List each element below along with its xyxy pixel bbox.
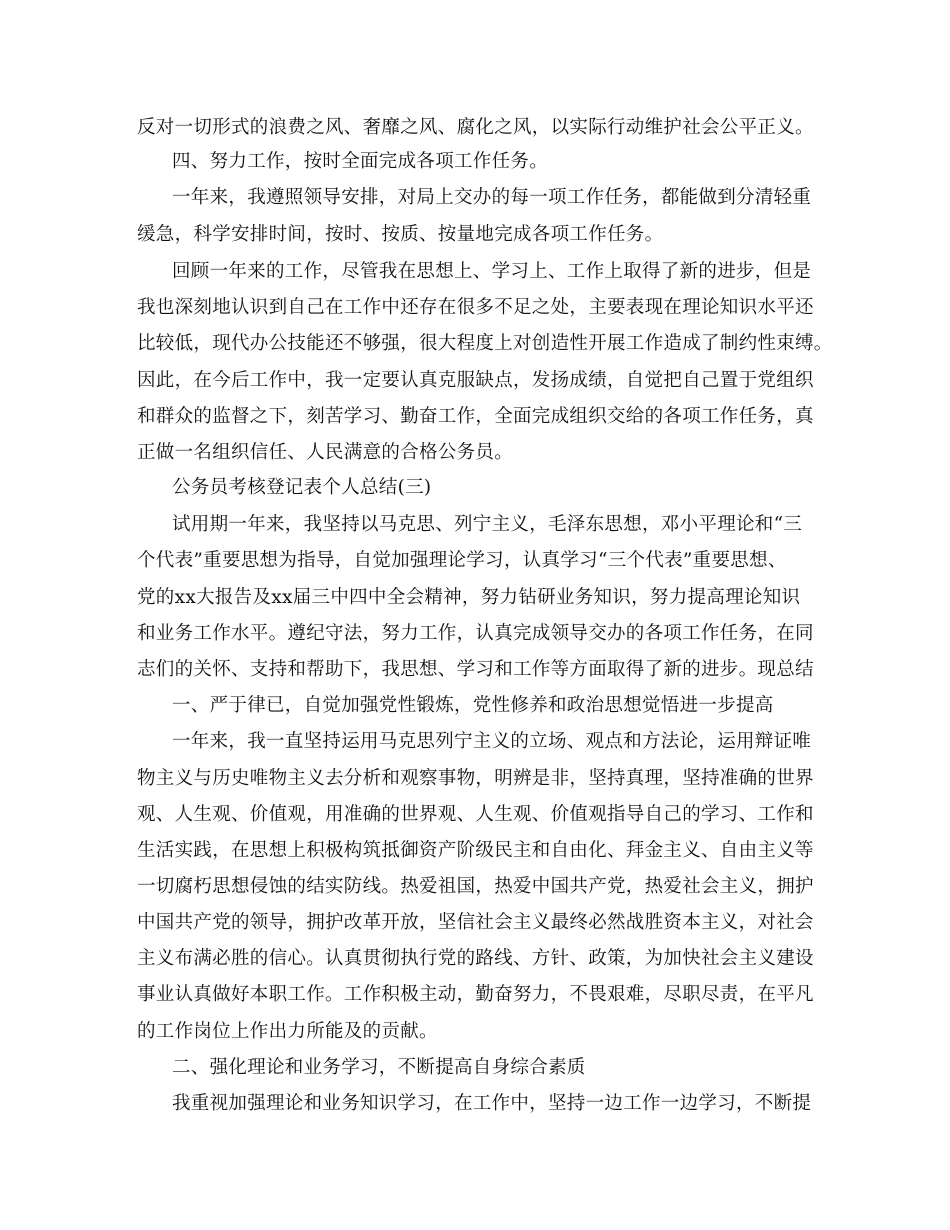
- section-heading: 四、努力工作，按时全面完成各项工作任务。: [172, 151, 549, 172]
- text-line: 一年来，我遵照领导安排，对局上交办的每一项工作任务，都能做到分清轻重: [172, 187, 812, 208]
- section-heading: 二、强化理论和业务学习，不断提高自身综合素质: [172, 1057, 586, 1078]
- text-line: 我重视加强理论和业务知识学习，在工作中，坚持一边工作一边学习，不断提: [172, 1093, 812, 1114]
- text-line: 一年来，我一直坚持运用马克思列宁主义的立场、观点和方法论，运用辩证唯: [172, 731, 812, 752]
- text-line: 志们的关怀、支持和帮助下，我思想、学习和工作等方面取得了新的进步。现总结: [137, 659, 814, 680]
- document-subtitle: 公务员考核登记表个人总结(三): [172, 477, 432, 498]
- text-line: 我也深刻地认识到自己在工作中还存在很多不足之处，主要表现在理论知识水平还: [137, 297, 814, 318]
- section-heading: 一、严于律已，自觉加强党性锻炼，党性修养和政治思想觉悟进一步提高: [172, 695, 774, 716]
- text-line: 回顾一年来的工作，尽管我在思想上、学习上、工作上取得了新的进步，但是: [172, 261, 812, 282]
- text-line: 生活实践，在思想上积极构筑抵御资产阶级民主和自由化、拜金主义、自由主义等: [137, 840, 814, 861]
- text-line: 中国共产党的领导，拥护改革开放，坚信社会主义最终必然战胜资本主义，对社会: [137, 912, 814, 933]
- text-line: 事业认真做好本职工作。工作积极主动，勤奋努力，不畏艰难，尽职尽责，在平凡: [137, 984, 814, 1005]
- text-line: 个代表”重要思想为指导，自觉加强理论学习，认真学习“三个代表”重要思想、: [137, 550, 787, 571]
- text-line: 反对一切形式的浪费之风、奢靡之风、腐化之风，以实际行动维护社会公平正义。: [137, 117, 814, 138]
- text-line: 缓急，科学安排时间，按时、按质、按量地完成各项工作任务。: [137, 224, 664, 245]
- text-line: 的工作岗位上作出力所能及的贡献。: [137, 1021, 438, 1042]
- text-line: 党的xx大报告及xx届三中四中全会精神，努力钻研业务知识，努力提高理论知识: [137, 587, 801, 608]
- text-line: 一切腐朽思想侵蚀的结实防线。热爱祖国，热爱中国共产党，热爱社会主义，拥护: [137, 876, 814, 897]
- text-line: 主义布满必胜的信心。认真贯彻执行党的路线、方针、政策，为加快社会主义建设: [137, 948, 814, 969]
- text-line: 和业务工作水平。遵纪守法，努力工作，认真完成领导交办的各项工作任务，在同: [137, 623, 814, 644]
- text-line: 观、人生观、价值观，用准确的世界观、人生观、价值观指导自己的学习、工作和: [137, 804, 814, 825]
- text-line: 物主义与历史唯物主义去分析和观察事物，明辨是非，坚持真理，坚持准确的世界: [137, 768, 814, 789]
- text-line: 比较低，现代办公技能还不够强，很大程度上对创造性开展工作造成了制约性束缚。: [137, 333, 833, 354]
- text-line: 和群众的监督之下，刻苦学习、勤奋工作，全面完成组织交给的各项工作任务，真: [137, 406, 814, 427]
- text-line: 因此，在今后工作中，我一定要认真克服缺点，发扬成绩，自觉把自己置于党组织: [137, 370, 814, 391]
- text-line: 试用期一年来，我坚持以马克思、列宁主义，毛泽东思想，邓小平理论和“三: [172, 514, 803, 535]
- text-line: 正做一名组织信任、人民满意的合格公务员。: [137, 442, 514, 463]
